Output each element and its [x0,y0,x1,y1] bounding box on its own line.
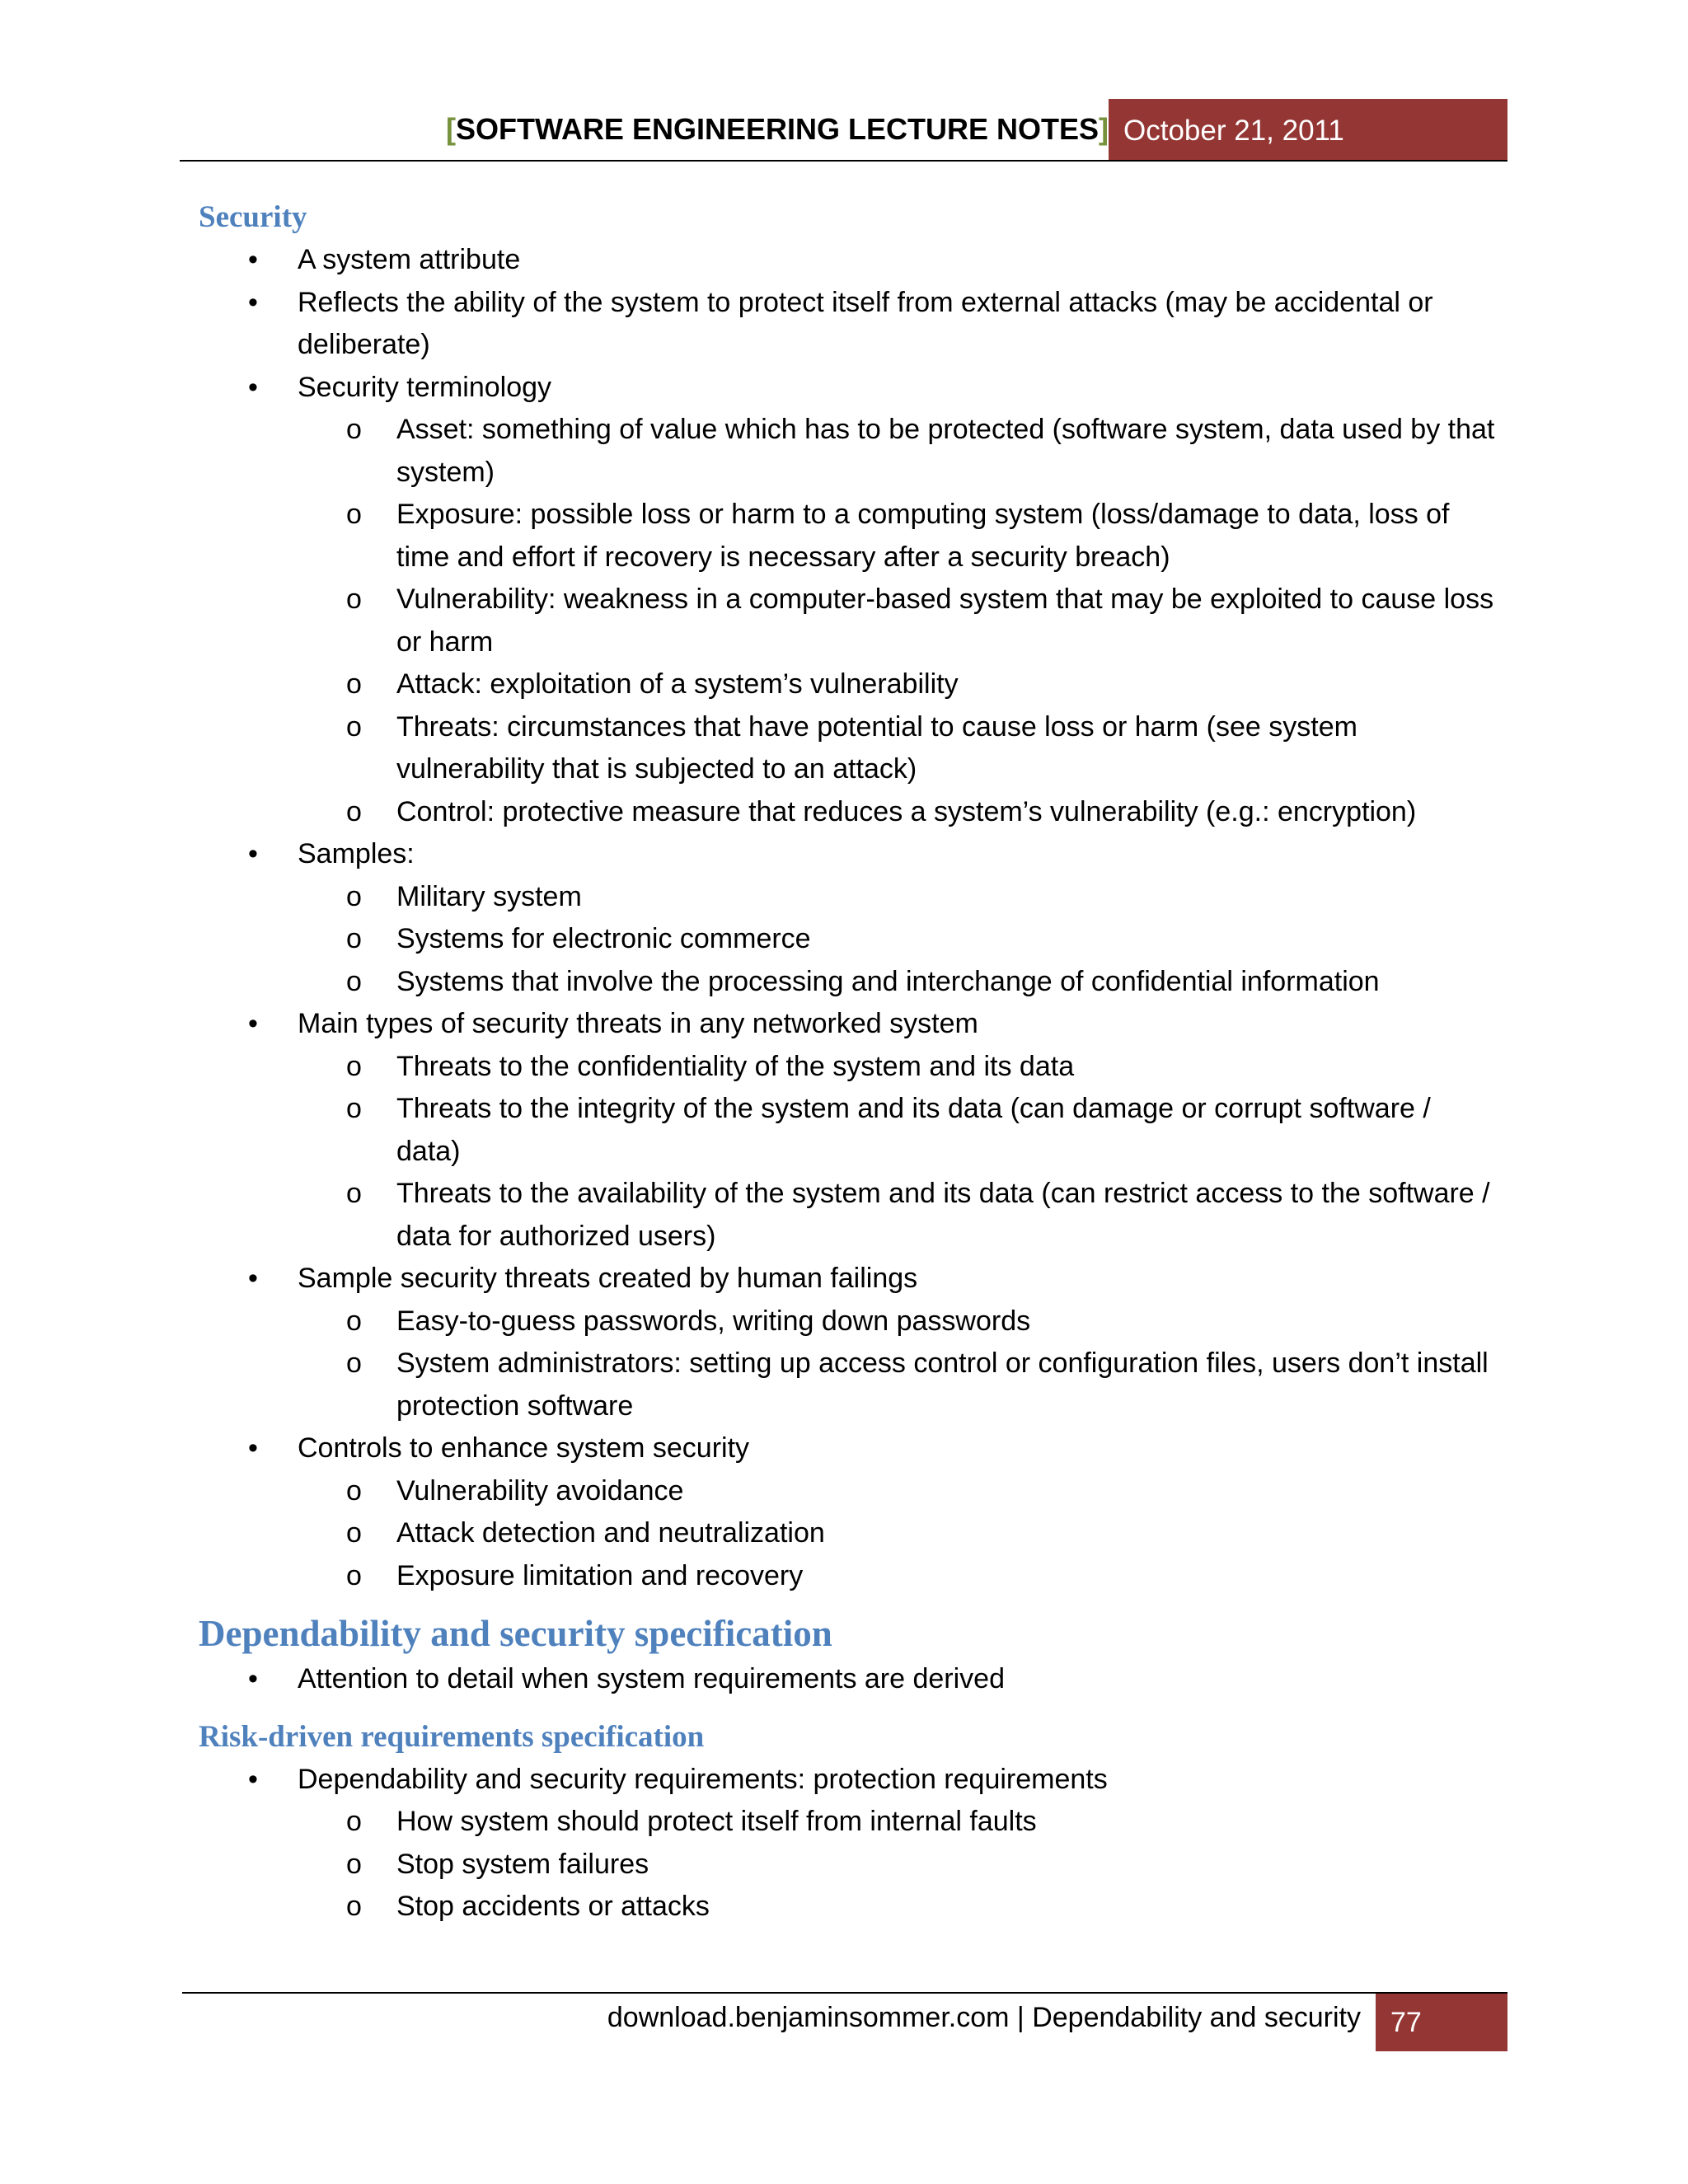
sub-list [396,1046,1501,1258]
sub-list-item: o Stop system failures [396,1844,1501,1886]
sub-list-item: o Exposure: possible loss or harm to a computing system (loss/damage to data, loss of time and effort if recovery is necessary after a security breach) [396,494,1501,579]
page-content [199,196,1501,1929]
sub-list [396,409,1501,833]
sub-list-item: o Systems that involve the processing and interchange of confidential information [396,961,1501,1004]
sub-list-item: o Vulnerability avoidance [396,1470,1501,1513]
sub-list-item: o Systems for electronic commerce [396,918,1501,961]
sub-list-item: o Threats to the integrity of the system and its data (can damage or corrupt software / data) [396,1088,1501,1173]
sub-list-item: o Attack detection and neutralization [396,1512,1501,1555]
header-date: October 21, 2011 [1109,99,1507,160]
footer-separator: | [1016,2002,1025,2033]
list-item [298,1759,1501,1929]
sub-list-item: o Stop accidents or attacks [396,1886,1501,1929]
sub-list-item: o Threats to the confidentiality of the system and its data [396,1046,1501,1089]
list-item-text: Dependability and security requirements: protection requirements [298,1763,1108,1795]
sub-list-item: o How system should protect itself from internal faults [396,1801,1501,1844]
sub-list-item: o System administrators: setting up access control or configuration files, users don’t install protection software [396,1343,1501,1427]
sub-list [396,1301,1501,1428]
list-item [298,1003,1501,1258]
specification-list [298,1658,1501,1701]
list-item-text: Security terminology [298,371,552,403]
list-item [298,367,1501,834]
footer-site: download.benjaminsommer.com [607,2002,1010,2033]
header-bracket-close: ] [1099,112,1109,146]
footer-rule [182,1992,1507,1994]
page-header [180,99,1507,162]
header-title [446,112,1109,147]
sub-list-item: o Vulnerability: weakness in a computer-based system that may be exploited to cause loss or harm [396,579,1501,663]
footer-section: Dependability and security [1032,2002,1361,2033]
section-heading-security: Security [199,200,307,234]
list-item-text: Samples: [298,838,415,869]
sub-list-item: o Exposure limitation and recovery [396,1555,1501,1598]
list-item-text: Main types of security threats in any networked system [298,1008,978,1039]
sub-list-item: o Easy-to-guess passwords, writing down passwords [396,1301,1501,1343]
sub-list [396,1801,1501,1929]
section-heading-specification: Dependability and security specification [199,1613,832,1654]
sub-list-item: o Control: protective measure that reduces a system’s vulnerability (e.g.: encryption) [396,791,1501,834]
header-rule [180,160,1507,162]
security-list [298,239,1501,1597]
header-bracket-open: [ [445,112,456,146]
list-item: • Reflects the ability of the system to protect itself from external attacks (may be accidental or deliberate) [298,282,1501,367]
sub-list-item: o Threats: circumstances that have potential to cause loss or harm (see system vulnerability that is subjected to an attack) [396,706,1501,791]
section-heading-risk-driven: Risk-driven requirements specification [199,1719,705,1754]
sub-list-item: o Military system [396,876,1501,919]
header-title-text: SOFTWARE ENGINEERING LECTURE NOTES [455,112,1099,146]
list-item [298,833,1501,1003]
sub-list-item: o Threats to the availability of the system and its data (can restrict access to the software / data for authorized users) [396,1173,1501,1258]
list-item-text: Sample security threats created by human failings [298,1263,918,1294]
footer-text [607,2002,1361,2034]
sub-list [396,1470,1501,1598]
page-number: 77 [1376,1994,1507,2051]
list-item-text: Controls to enhance system security [298,1432,750,1464]
list-item: • Attention to detail when system requirements are derived [298,1658,1501,1701]
page-footer [182,1992,1507,2053]
sub-list-item: o Asset: something of value which has to be protected (software system, data used by that system) [396,409,1501,494]
list-item [298,1258,1501,1427]
sub-list-item: o Attack: exploitation of a system’s vulnerability [396,663,1501,706]
list-item: • A system attribute [298,239,1501,282]
sub-list [396,876,1501,1004]
risk-list [298,1759,1501,1929]
list-item [298,1427,1501,1597]
